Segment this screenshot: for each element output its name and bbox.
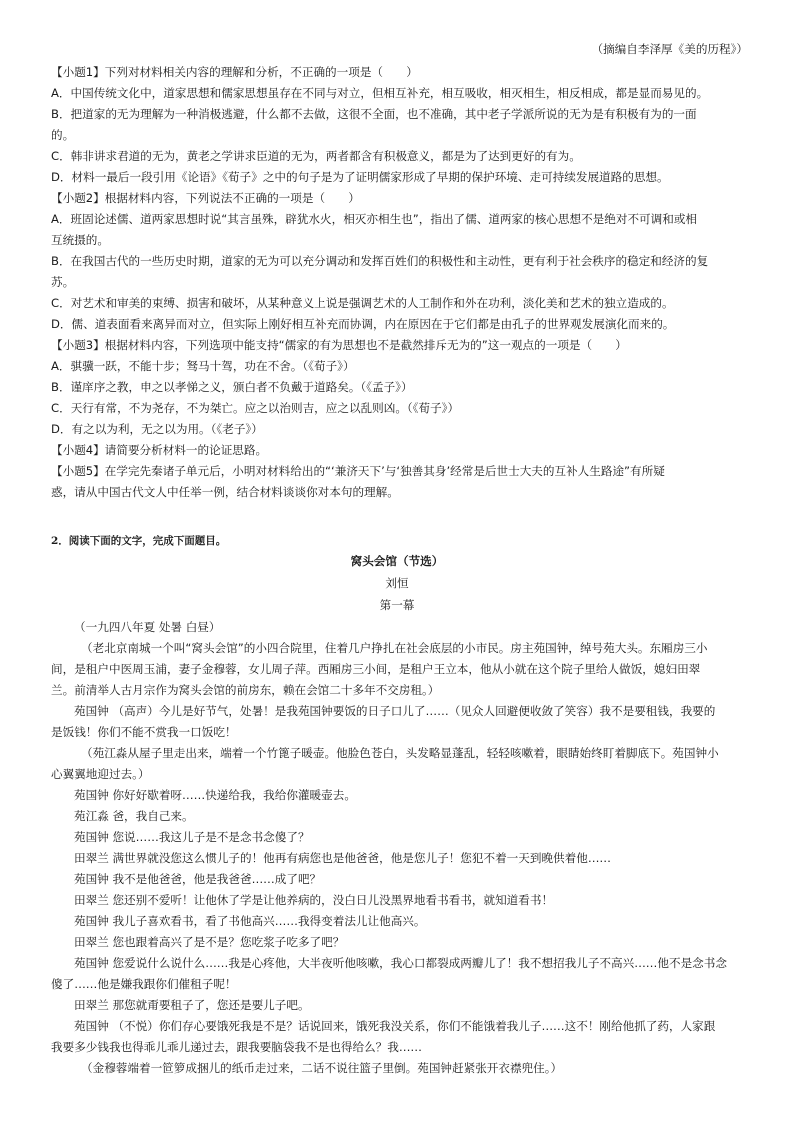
question-1-stem: 【小题1】下列对材料相关内容的理解和分析，不正确的一项是（ ） <box>51 65 418 79</box>
dialogue-line: 苑国钟 您说……我这儿子是不是念书念傻了？ <box>74 830 310 844</box>
question-1-option-b-cont: 的。 <box>51 128 75 142</box>
question-5-stem: 【小题5】在学完先秦诸子单元后，小明对材料给出的“‘兼济天下’与‘独善其身’经常是后世士大夫的互补人生路途”有所疑 <box>51 464 665 478</box>
stage-direction: （老北京南城一个叫“窝头会馆”的小四合院里，住着几户挣扎在社会底层的小市民。房主苑国钟，绰号苑大头。东厢房三小 <box>81 641 708 655</box>
question-2-option-a: A．班固论述儒、道两家思想时说“其言虽殊，辟犹水火，相灭亦相生也”，指出了儒、道两家的核心思想不是绝对不可调和或相 <box>51 212 698 226</box>
question-2-stem: 【小题2】根据材料内容，下列说法不正确的一项是（ ） <box>51 191 360 205</box>
dialogue-line: 田翠兰 您也跟着高兴了是不是？您吃浆子吃多了吧？ <box>74 935 345 949</box>
question-3-option-b: B．谨庠序之教，申之以孝悌之义，颁白者不负戴于道路矣。（《孟子》） <box>51 380 413 394</box>
question-3-stem: 【小题3】根据材料内容，下列选项中能支持“儒家的有为思想也不是截然排斥无为的”这一观点的一项是（ ） <box>51 338 627 352</box>
play-title: 窝头会馆（节选） <box>350 554 444 568</box>
dialogue-line: 田翠兰 那您就甭要租子了，您还是要儿子吧。 <box>74 998 310 1012</box>
question-2-option-c: C．对艺术和审美的束缚、损害和破坏，从某种意义上说是强调艺术的人工制作和外在功利，淡化美和艺术的独立造成的。 <box>51 296 674 310</box>
section-2-instruction: 2．阅读下面的文字，完成下面题目。 <box>51 535 227 547</box>
dialogue-line: 田翠兰 您还别不爱听！让他休了学是让他养病的，没白日儿没黑界地看书看书，就知道看书！ <box>74 893 554 907</box>
dialogue-line: 苑国钟 （高声）今儿是好节气，处暑！是我苑国钟要饭的日子口儿了……（见众人回避便收敛了笑容）我不是要租钱，我要的 <box>74 704 716 718</box>
dialogue-line: 苑国钟 你好好歇着呀……快递给我，我给你灌暖壶去。 <box>74 788 356 802</box>
question-3-option-d: D．有之以为利，无之以为用。（《老子》） <box>51 422 263 436</box>
question-3-option-c: C．天行有常，不为尧存，不为桀亡。应之以治则吉，应之以乱则凶。（《荀子》） <box>51 401 460 415</box>
stage-direction-cont: 心翼翼地迎过去。） <box>51 767 150 781</box>
question-1-option-d: D．材料一最后一段引用《论语》《荀子》之中的句子是为了证明儒家形成了早期的保护环境、走可持续发展道路的思想。 <box>51 170 669 184</box>
question-5-stem-cont: 惑，请从中国古代文人中任举一例，结合材料谈谈你对本句的理解。 <box>51 485 399 499</box>
question-1-option-a: A．中国传统文化中，道家思想和儒家思想虽存在不同与对立，但相互补充，相互吸收，相灭相生，相反相成，都是显而易见的。 <box>51 86 709 100</box>
dialogue-line-cont: 是饭钱！你们不能不赏我一口饭吃！ <box>51 725 237 739</box>
dialogue-line: 苑国钟 （不悦）你们存心要饿死我是不是？话说回来，饿死我没关系，你们不能饿着我儿子……这不！刚给他抓了药，人家跟 <box>74 1019 716 1033</box>
play-author: 刘恒 <box>385 576 409 590</box>
stage-direction-cont: 兰。前清举人古月宗作为窝头会馆的前房东，赖在会馆二十多年不交房租。） <box>51 683 440 697</box>
question-4-stem: 【小题4】请简要分析材料一的论证思路。 <box>51 443 268 457</box>
dialogue-line: 苑国钟 我儿子喜欢看书，看了书他高兴……我得变着法儿让他高兴。 <box>74 914 426 928</box>
question-1-option-b: B．把道家的无为理解为一种消极逃避，什么都不去做，这很不全面，也不准确，其中老子学派所说的无为是有积极有为的一面 <box>51 107 697 121</box>
dialogue-line-cont: 傻了……他是嫌我跟你们催租子呢！ <box>51 977 237 991</box>
stage-direction-cont: 间，是租户中医周玉浦，妻子金穆蓉，女儿周子萍。西厢房三小间，是租户王立本，他从小就在这个院子里给人做饭，媳妇田翠 <box>51 662 701 676</box>
dialogue-line: 苑国钟 您爱说什么说什么……我是心疼他，大半夜听他咳嗽，我心口都裂成两瓣儿了！我不想招我儿子不高兴……他不是念书念 <box>74 956 727 970</box>
question-3-option-a: A．骐骥一跃，不能十步；驽马十驾，功在不舍。（《荀子》） <box>51 359 355 373</box>
setting-time: （一九四八年夏 处暑 白昼） <box>74 620 221 634</box>
question-2-option-b: B．在我国古代的一些历史时期，道家的无为可以充分调动和发挥百姓们的积极性和主动性，更有利于社会秩序的稳定和经济的复 <box>51 254 709 268</box>
question-2-option-b-cont: 苏。 <box>51 275 75 289</box>
question-1-option-c: C．韩非讲求君道的无为，黄老之学讲求臣道的无为，两者都含有积极意义，都是为了达到更好的有为。 <box>51 149 581 163</box>
stage-direction: （金穆蓉端着一笸箩成捆儿的纸币走过来，二话不说往篮子里倒。苑国钟赶紧张开衣襟兜住。） <box>81 1061 563 1075</box>
dialogue-line-cont: 我要多少钱我也得乖儿乖儿递过去，跟我要脑袋我不是也得给么？我…… <box>51 1040 423 1054</box>
dialogue-line: 田翠兰 满世界就没您这么惯儿子的！他再有病您也是他爸爸，他是您儿子！您犯不着一天到晚供着他…… <box>74 851 612 865</box>
act-heading: 第一幕 <box>379 598 415 612</box>
source-note: （摘编自李泽厚《美的历程》） <box>591 42 748 56</box>
question-2-option-d: D．儒、道表面看来离异而对立，但实际上刚好相互补充而协调，内在原因在于它们都是由孔子的世界观发展演化而来的。 <box>51 317 675 331</box>
stage-direction: （苑江淼从屋子里走出来，端着一个竹篦子暖壶。他脸色苍白，头发略显蓬乱，轻轻咳嗽着，眼睛始终盯着脚底下。苑国钟小 <box>81 746 719 760</box>
dialogue-line: 苑国钟 我不是他爸爸，他是我爸爸……成了吧？ <box>74 872 322 886</box>
question-2-option-a-cont: 互统摄的。 <box>51 233 109 247</box>
dialogue-line: 苑江淼 爸，我自己来。 <box>74 809 194 823</box>
